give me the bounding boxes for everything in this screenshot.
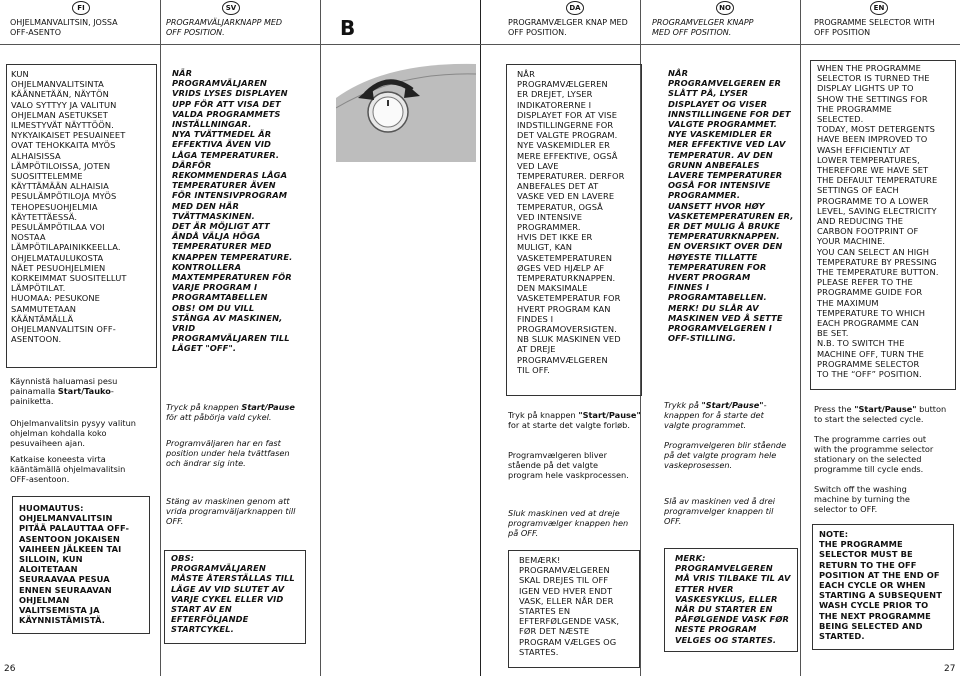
- column-divider: [160, 0, 161, 676]
- sv-note-text: OBS: PROGRAMVÄLJAREN MÅSTE ÅTERSTÄLLAS TILL LÄGE AV VID SLUTET AV VARJE CYKEL ELLER VID START AV EN EFTERFÖLJANDE STARTCYKEL.: [171, 553, 295, 635]
- no-off-paragraph: Slå av maskinen ved å drei programvelger knappen til OFF.: [664, 496, 776, 526]
- text: for at starte det valgte forløb.: [508, 420, 630, 430]
- da-info-box: [506, 64, 642, 396]
- en-start-paragraph: [814, 404, 946, 424]
- text: Press the: [814, 404, 855, 414]
- text: - knappen for å starte det valgte programmet.: [664, 400, 767, 430]
- da-note-box: [508, 550, 640, 668]
- lang-badge-fi: FI: [72, 1, 90, 15]
- text: Käynnistä haluamasi pesu painamalla: [10, 376, 118, 396]
- fi-start-paragraph: [10, 376, 117, 406]
- header-sv: PROGRAMVÄLJARKNAPP MED OFF POSITION.: [166, 18, 283, 37]
- start-pause-label: Start/Pause: [241, 402, 295, 412]
- column-divider: [320, 0, 321, 676]
- text: för att påbörja vald cykel.: [166, 412, 272, 422]
- sv-off-paragraph: Stäng av maskinen genom att vrida programväljarknappen till OFF.: [166, 496, 296, 526]
- page-number-right: 27: [944, 664, 956, 674]
- lang-badge-da: DA: [566, 1, 584, 15]
- fi-note-text: HUOMAUTUS: OHJELMANVALITSIN PITÄÄ PALAUTTAA OFF- ASENTOON JOKAISEN VAIHEEN JÄLKEEN TAI SILLOIN, KUN ALOITETAAN SEURAAVAA PESUA ENNEN SEURAAVAN OHJELMAN VALITSEMISTA JA KÄYNNISTÄMISTÄ.: [19, 503, 130, 626]
- sv-start-paragraph: [166, 402, 295, 422]
- fi-selector-paragraph: Ohjelmanvalitsin pysyy valitun ohjelman kohdalla koko pesuvaiheen ajan.: [10, 418, 136, 448]
- no-selector-paragraph: Programvelgeren blir stående på det valgte program hele vaskeprosessen.: [664, 440, 787, 470]
- da-selector-paragraph: Programvælgeren bliver stående på det valgte program hele vaskprocessen.: [508, 450, 629, 480]
- en-selector-paragraph: The programme carries out with the programme selector stationary on the selected programme till cycle ends.: [814, 434, 934, 474]
- en-off-paragraph: Switch off the washing machine by turning the selector to OFF.: [814, 484, 910, 514]
- page-divider: [480, 0, 481, 676]
- section-letter: B: [340, 16, 356, 40]
- header-da: PROGRAMVÆLGER KNAP MED OFF POSITION.: [508, 18, 628, 37]
- en-info-box: [810, 60, 956, 390]
- start-pause-label: "Start/Pause": [701, 400, 764, 410]
- fi-off-paragraph: Katkaise koneesta virta kääntämällä ohjelmavalitsin OFF-asentoon.: [10, 454, 126, 484]
- no-note-text: MERK: PROGRAMVELGEREN MÅ VRIS TILBAKE TIL AV ETTER HVER VASKESYKLUS, ELLER NÅR DU STARTER EN PÅFØLGENDE VASK FØR NESTE PROGRAM VELGES OG STARTES.: [675, 553, 791, 645]
- text: Tryck på knappen: [166, 402, 242, 412]
- da-note-text: BEMÆRK! PROGRAMVÆLGEREN SKAL DREJES TIL OFF IGEN VED HVER ENDT VASK, ELLER NÅR DER STARTES EN EFTERFØLGENDE VASK, FØR DET NÆSTE PROGRAM VÆLGES OG STARTES.: [519, 555, 620, 657]
- en-note-box: [812, 524, 954, 650]
- da-off-paragraph: Sluk maskinen ved at dreje programvælger knappen hen på OFF.: [508, 508, 629, 538]
- text: button to start the selected cycle.: [814, 404, 947, 424]
- start-pause-label: "Start/Pause": [854, 404, 917, 414]
- fi-note-box: [12, 496, 150, 634]
- en-note-text: NOTE: THE PROGRAMME SELECTOR MUST BE RETURN TO THE OFF POSITION AT THE END OF EACH CYCLE OR WHEN STARTING A SUBSEQUENT WASH CYCLE PRIOR TO THE NEXT PROGRAMME BEING SELECTED AND STARTED.: [819, 529, 942, 642]
- header-en: PROGRAMME SELECTOR WITH OFF POSITION: [814, 18, 935, 37]
- no-start-paragraph: [664, 400, 767, 430]
- lang-badge-no: NO: [716, 1, 734, 15]
- fi-info-box: [6, 64, 157, 368]
- no-note-box: [664, 548, 798, 652]
- text: - painiketta.: [10, 386, 114, 406]
- start-pause-label: "Start/Pause": [578, 410, 641, 420]
- selector-knob-illustration: [336, 62, 476, 162]
- en-info-text: WHEN THE PROGRAMME SELECTOR IS TURNED THE DISPLAY LIGHTS UP TO SHOW THE SETTINGS FOR THE PROGRAMME SELECTED. TODAY, MOST DETERGENTS HAVE BEEN IMPROVED TO WASH EFFICIENTLY AT LOWER TEMPERATURES, THEREFORE WE HAVE SET THE DEFAULT TEMPERATURE SETTINGS OF EACH PROGRAMME TO A LOWER LEVEL, SAVING ELECTRICITY AND REDUCING THE CARBON FOOTPRINT OF YOUR MACHINE. YOU CAN SELECT AN HIGH TEMPERATURE BY PRESSING THE TEMPERATURE BUTTON. PLEASE REFER TO THE PROGRAMME GUIDE FOR THE MAXIMUM TEMPERATURE TO WHICH EACH PROGRAMME CAN BE SET. N.B. TO SWITCH THE MACHINE OFF, TURN THE PROGRAMME SELECTOR TO THE “OFF” POSITION.: [817, 63, 939, 380]
- text: Tryk på knappen: [508, 410, 579, 420]
- da-start-paragraph: [508, 410, 641, 430]
- lang-badge-en: EN: [870, 1, 888, 15]
- text: Trykk på: [664, 400, 702, 410]
- sv-selector-paragraph: Programväljaren har en fast position under hela tvättfasen och ändrar sig inte.: [166, 438, 290, 468]
- header-fi: OHJELMANVALITSIN, JOSSA OFF-ASENTO: [10, 18, 118, 37]
- lang-badge-sv: SV: [222, 1, 240, 15]
- fi-info-text: KUN OHJELMANVALITSINTA KÄÄNNETÄÄN, NÄYTÖN VALO SYTTYY JA VALITUN OHJELMAN ASETUKSET ILMESTYVÄT NÄYTTÖÖN. NYKYAIKAISET PESUAINEET OVAT TEHOKKAITA MYÖS ALHAISISSA LÄMPÖTILOISSA, JOTEN SUOSITTELEMME KÄYTTÄMÄÄN ALHAISIA PESULÄMPÖTILOJA MYÖS TEHOPESUOHJELMIA KÄYTETTÄESSÄ. PESULÄMPÖTILAA VOI NOSTAA LÄMPÖTILAPAINIKKEELLA. OHJELMATAULUKOSTA NÄET PESUOHJELMIEN KORKEIMMAT SUOSITELLUT LÄMPÖTILAT. HUOMAA: PESUKONE SAMMUTETAAN KÄÄNTÄMÄLLÄ OHJELMANVALITSIN OFF- ASENTOON.: [11, 69, 127, 345]
- header-rule: [0, 44, 960, 45]
- da-info-text: NÅR PROGRAMVÆLGEREN ER DREJET, LYSER INDIKATORERNE I DISPLAYET FOR AT VISE INDSTILLINGERNE FOR DET VALGTE PROGRAM. NYE VASKEMIDLER ER MERE EFFEKTIVE, OGSÅ VED LAVE TEMPERATURER. DERFOR ANBEFALES DET AT VASKE VED EN LAVERE TEMPERATUR, OGSÅ VED INTENSIVE PROGRAMMER. HVIS DET IKKE ER MULIGT, KAN VASKETEMPERATUREN ØGES VED HJÆLP AF TEMPERATURKNAPPEN. DEN MAKSIMALE VASKETEMPERATUR FOR HVERT PROGRAM KAN FINDES I PROGRAMOVERSIGTEN. NB SLUK MASKINEN VED AT DREJE PROGRAMVÆLGEREN TIL OFF.: [517, 69, 625, 375]
- page-number-left: 26: [4, 664, 16, 674]
- no-info-text: NÅR PROGRAMVELGEREN ER SLÅTT PÅ, LYSER DISPLAYET OG VISER INNSTILLINGENE FOR DET VALGTE PROGRAMMET. NYE VASKEMIDLER ER MER EFFEKTIVE VED LAV TEMPERATUR. AV DEN GRUNN ANBEFALES LAVERE TEMPERATURER OGSÅ FOR INTENSIVE PROGRAMMER. UANSETT HVOR HØY VASKETEMPERATUREN ER, ER DET MULIG Å BRUKE TEMPERATURKNAPPEN. EN OVERSIKT OVER DEN HØYESTE TILLATTE TEMPERATUREN FOR HVERT PROGRAM FINNES I PROGRAMTABELLEN. MERK! DU SLÅR AV MASKINEN VED Å SETTE PROGRAMVELGEREN I OFF-STILLING.: [668, 68, 794, 344]
- sv-info-text: NÄR PROGRAMVÄLJAREN VRIDS LYSES DISPLAYEN UPP FÖR ATT VISA DET VALDA PROGRAMMETS INSTÄLLNINGAR. NYA TVÄTTMEDEL ÄR EFFEKTIVA ÄVEN VID LÅGA TEMPERATURER. DÄRFÖR REKOMMENDERAS LÅGA TEMPERATURER ÄVEN FÖR INTENSIVPROGRAM MED DEN HÄR TVÄTTMASKINEN. DET ÄR MÖJLIGT ATT ÄNDÅ VÄLJA HÖGA TEMPERATURER MED KNAPPEN TEMPERATURE. KONTROLLERA MAXTEMPERATUREN FÖR VARJE PROGRAM I PROGRAMTABELLEN OBS! OM DU VILL STÄNGA AV MASKINEN, VRID PROGRAMVÄLJAREN TILL LÄGET "OFF".: [172, 68, 293, 354]
- sv-note-box: [164, 550, 306, 644]
- column-divider: [800, 0, 801, 676]
- start-pause-label: Start/Tauko: [57, 386, 111, 396]
- header-no: PROGRAMVELGER KNAPP MED OFF POSITION.: [652, 18, 754, 37]
